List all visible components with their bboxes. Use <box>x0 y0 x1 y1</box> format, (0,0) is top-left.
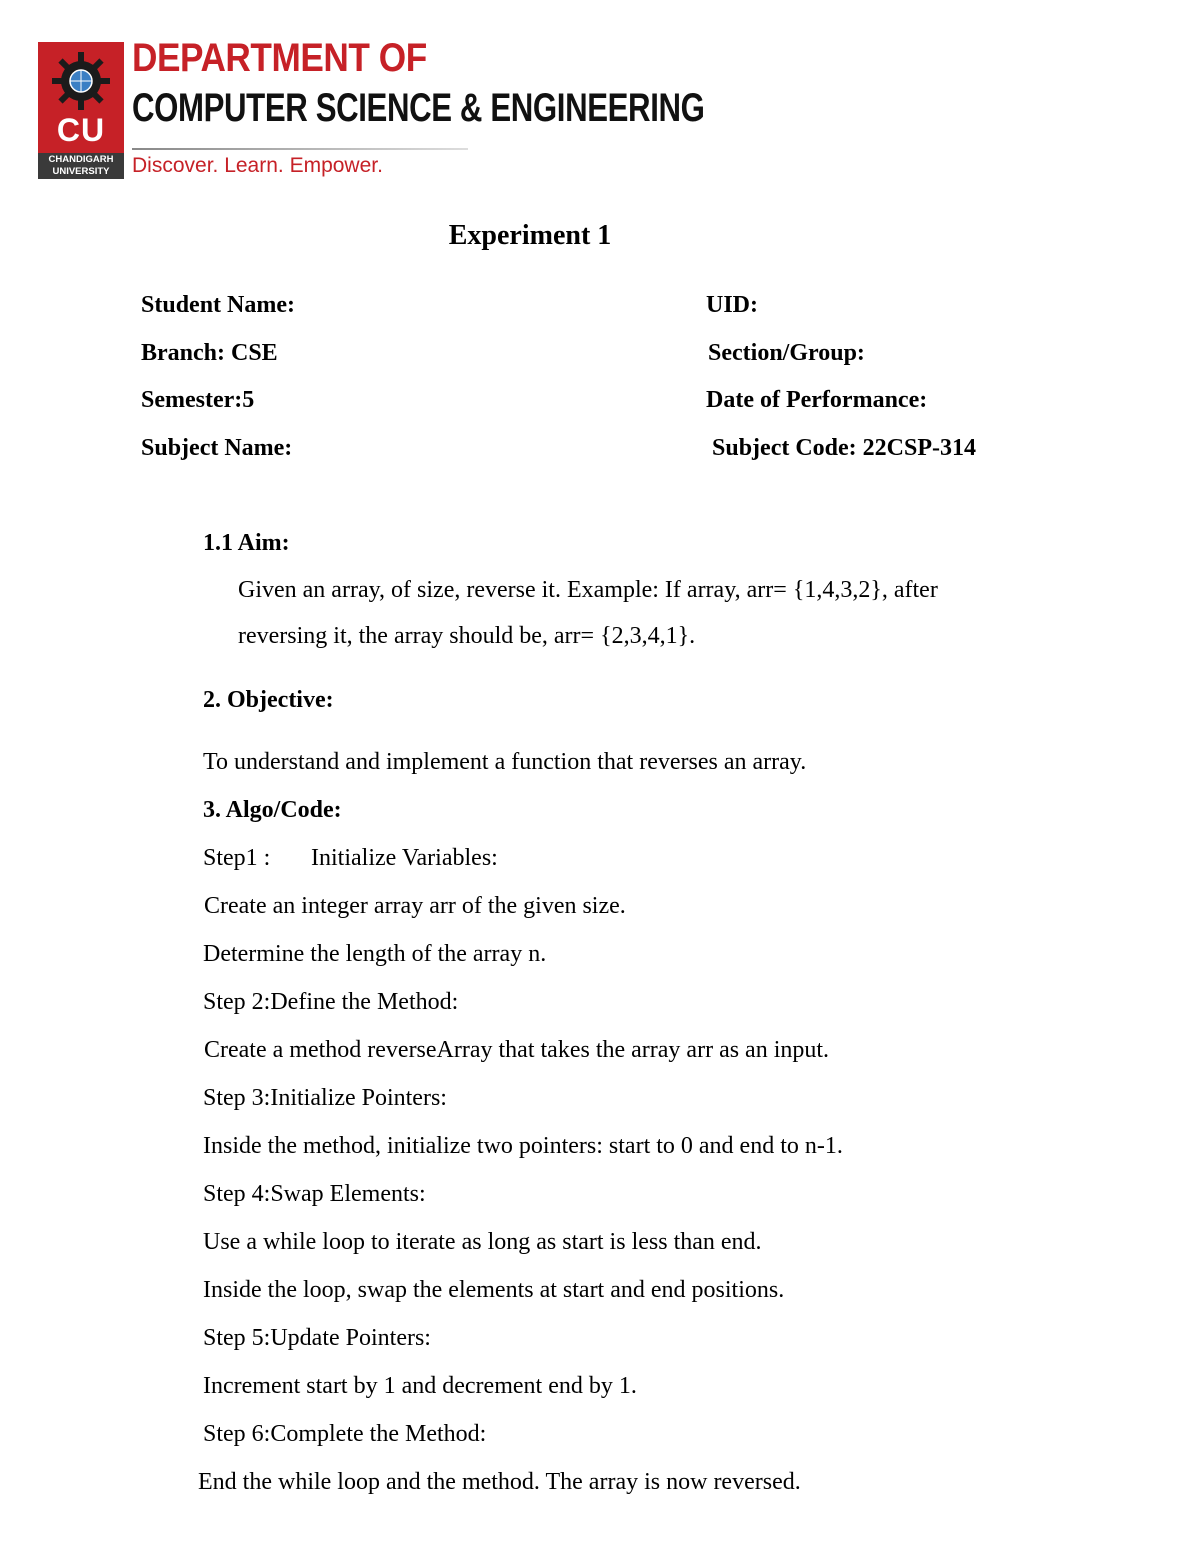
semester-label: Semester:5 <box>141 387 255 413</box>
algo-line: Use a while loop to iterate as long as start is less than end. <box>203 1229 762 1255</box>
section-group-label: Section/Group: <box>708 340 865 366</box>
aim-text-line1: Given an array, of size, reverse it. Example: If array, arr= {1,4,3,2}, after <box>238 577 938 603</box>
algo-step-heading: Step 2:Define the Method: <box>203 989 459 1015</box>
university-logo <box>38 42 124 179</box>
algo-step-heading: Step 4:Swap Elements: <box>203 1181 426 1207</box>
department-title-line1: DEPARTMENT OF <box>132 36 427 80</box>
algo-line: Inside the method, initialize two pointers: start to 0 and end to n-1. <box>203 1133 843 1159</box>
logo-initials: CU <box>56 112 106 148</box>
algo-line: Create an integer array arr of the given size. <box>204 893 626 919</box>
uid-label: UID: <box>706 292 758 318</box>
aim-heading: 1.1 Aim: <box>203 530 290 556</box>
algo-step-heading: Step 6:Complete the Method: <box>203 1421 487 1447</box>
tagline: Discover. Learn. Empower. <box>132 154 383 177</box>
objective-text: To understand and implement a function that reverses an array. <box>203 749 807 775</box>
aim-text-line2: reversing it, the array should be, arr= {2,3,4,1}. <box>238 623 696 649</box>
algo-line: End the while loop and the method. The array is now reversed. <box>198 1469 801 1495</box>
page-title: Experiment 1 <box>448 220 612 251</box>
algo-step-heading: Step 3:Initialize Pointers: <box>203 1085 447 1111</box>
branch-label: Branch: CSE <box>141 340 278 366</box>
student-name-label: Student Name: <box>141 292 295 318</box>
step1-title: Initialize Variables: <box>311 845 498 871</box>
step1-label: Step1 : <box>203 845 271 871</box>
algo-line: Determine the length of the array n. <box>203 941 547 967</box>
algo-step-heading: Step 5:Update Pointers: <box>203 1325 431 1351</box>
logo-university-name: CHANDIGARH UNIVERSITY <box>38 153 124 179</box>
header-divider <box>132 148 468 150</box>
algo-heading: 3. Algo/Code: <box>203 797 342 823</box>
subject-name-label: Subject Name: <box>141 435 293 461</box>
algo-line: Create a method reverseArray that takes the array arr as an input. <box>204 1037 830 1063</box>
date-of-performance-label: Date of Performance: <box>706 387 928 413</box>
subject-code-label: Subject Code: 22CSP-314 <box>712 435 976 461</box>
algo-line: Increment start by 1 and decrement end by 1. <box>203 1373 637 1399</box>
objective-heading: 2. Objective: <box>203 687 334 713</box>
algo-line: Inside the loop, swap the elements at start and end positions. <box>203 1277 785 1303</box>
department-title-line2: COMPUTER SCIENCE & ENGINEERING <box>132 86 705 130</box>
gear-emblem-icon <box>48 48 114 114</box>
